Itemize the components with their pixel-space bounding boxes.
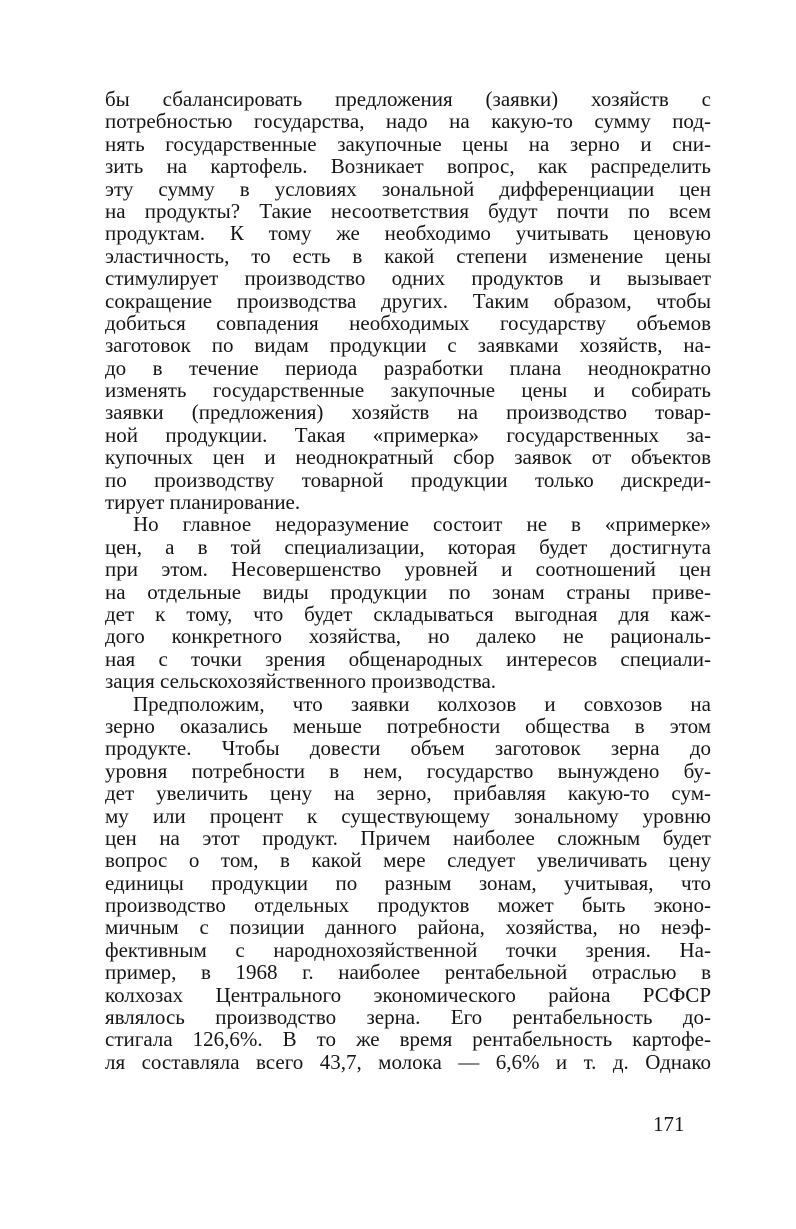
text-line: ной продукции. Такая «примерка» государственных за- [105,422,711,447]
text-line: цен на этот продукт. Причем наиболее сложным будет [105,825,711,850]
text-line: му или процент к существующему зональному уровню [105,803,711,828]
text-line: единицы продукции по разным зонам, учитывая, что [105,870,711,895]
text-line: являлось производство зерна. Его рентабельность до- [105,1005,711,1030]
text-line: нять государственные закупочные цены на зерно и сни- [105,131,711,156]
text-line: стигала 126,6%. В то же время рентабельность картофе- [105,1027,711,1052]
text-line: купочных цен и неоднократный сбор заявок от объектов [105,445,711,470]
text-line: пример, в 1968 г. наиболее рентабельной отраслью в [105,960,711,985]
text-line: изменять государственные закупочные цены и собирать [105,378,711,403]
text-line: на отдельные виды продукции по зонам страны приве- [105,579,711,604]
page-text-block [105,88,711,1073]
text-line: мичным с позиции данного района, хозяйства, но неэф- [105,915,711,940]
text-line: эластичность, то есть в какой степени изменение цены [105,243,711,268]
paragraph-end-line: тирует планирование. [105,490,301,515]
text-line: цен, а в той специализации, которая будет достигнута [105,534,711,559]
text-line: заявки (предложения) хозяйств на производство товар- [105,400,711,425]
text-line: продукте. Чтобы довести объем заготовок зерна до [105,736,711,761]
text-line: эту сумму в условиях зональной дифференциации цен [105,176,711,201]
text-line: по производству товарной продукции только дискреди- [105,467,711,492]
text-line: производство отдельных продуктов может быть эконо- [105,893,711,918]
text-line: потребностью государства, надо на какую-то сумму под- [105,109,711,134]
text-line: ля составляла всего 43,7, молока — 6,6% и т. д. Однако [105,1049,711,1074]
text-line: сокращение производства других. Таким образом, чтобы [105,288,711,313]
text-line: на продукты? Такие несоответствия будут почти по всем [105,198,711,223]
paragraph-start-line: Но главное недоразумение состоит не в «примерке» [133,512,711,537]
text-line: вопрос о том, в какой мере следует увеличивать цену [105,848,711,873]
text-line: зерно оказались меньше потребности общества в этом [105,713,711,738]
paragraph-end-line: зация сельскохозяйственного производства. [105,669,497,694]
text-line: фективным с народнохозяйственной точки зрения. На- [105,937,711,962]
text-line: стимулирует производство одних продуктов и вызывает [105,266,711,291]
text-line: уровня потребности в нем, государство вынуждено бу- [105,758,711,783]
text-line: ная с точки зрения общенародных интересов специали- [105,646,711,671]
text-line: зить на картофель. Возникает вопрос, как распределить [105,154,711,179]
text-line: колхозах Центрального экономического района РСФСР [105,982,711,1007]
text-line: заготовок по видам продукции с заявками хозяйств, на- [105,333,711,358]
text-line: продуктам. К тому же необходимо учитывать ценовую [105,221,711,246]
text-line: дет увеличить цену на зерно, прибавляя какую-то сум- [105,781,711,806]
text-line: дет к тому, что будет складываться выгодная для каж- [105,601,711,626]
text-line: при этом. Несовершенство уровней и соотношений цен [105,557,711,582]
text-line: дого конкретного хозяйства, но далеко не рациональ- [105,624,711,649]
text-line: до в течение периода разработки плана неоднократно [105,355,711,380]
text-line: бы сбалансировать предложения (заявки) хозяйств с [105,87,711,111]
paragraph-start-line: Предположим, что заявки колхозов и совхозов на [133,691,711,716]
page-number: 171 [653,1112,685,1136]
text-line: добиться совпадения необходимых государству объемов [105,310,711,335]
